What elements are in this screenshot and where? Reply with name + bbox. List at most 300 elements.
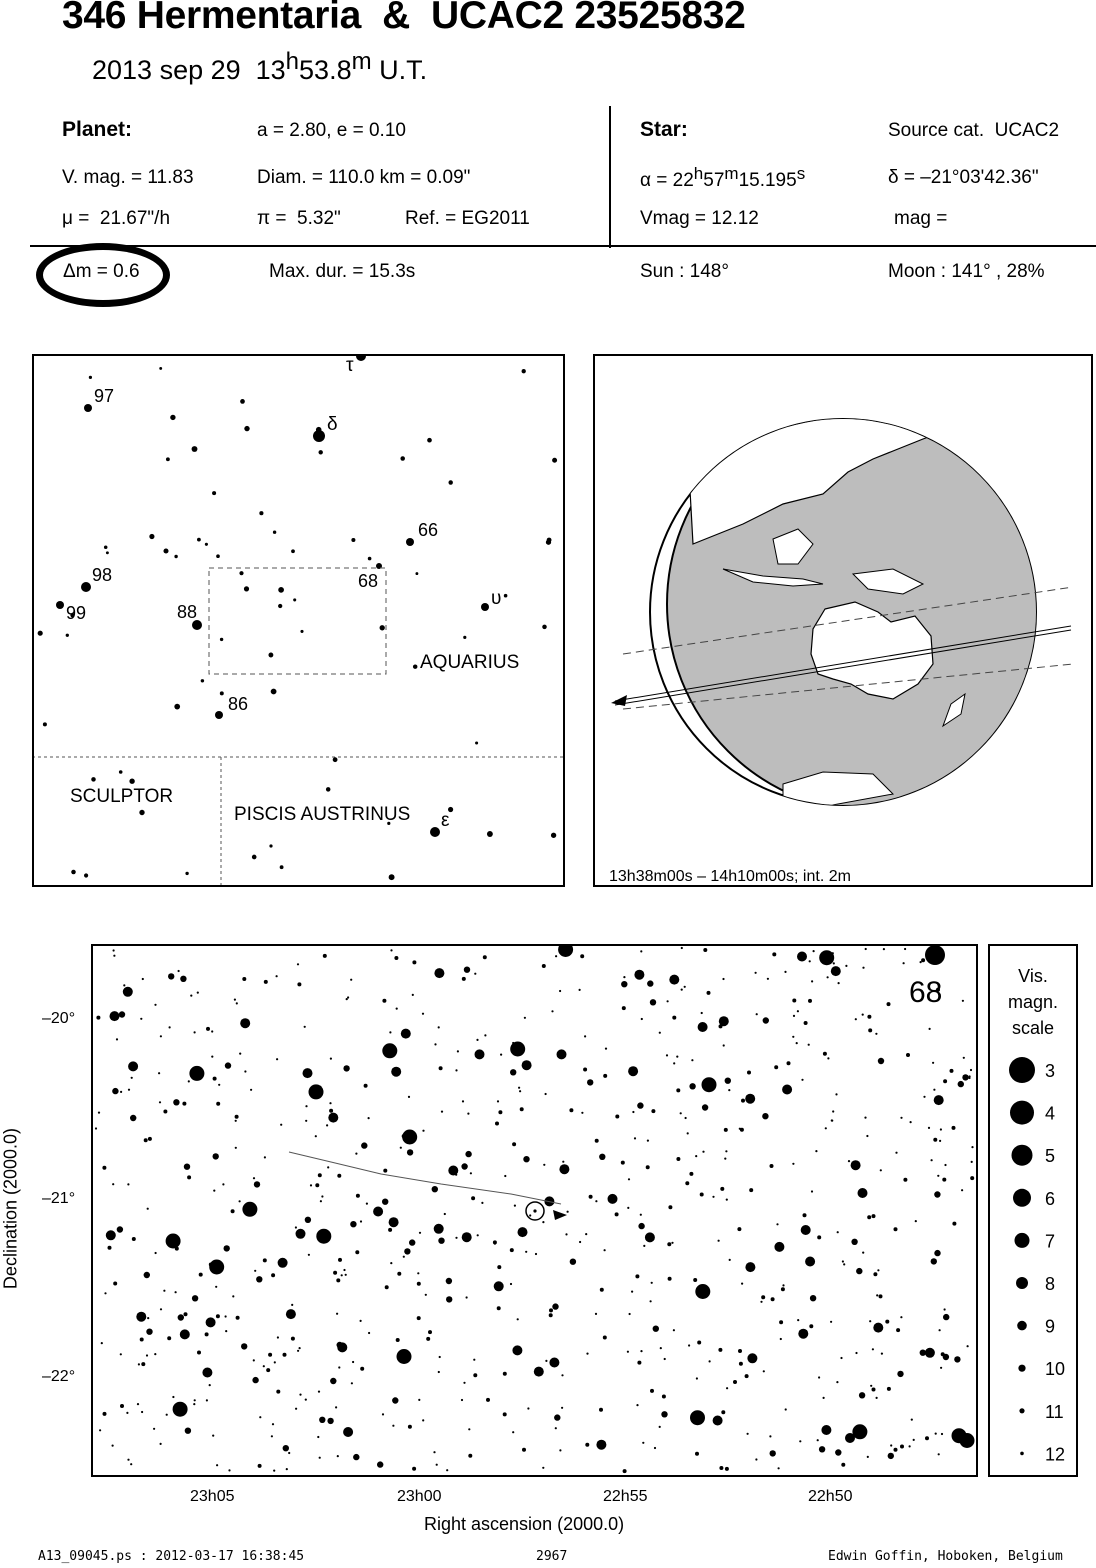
chart-star — [417, 1316, 421, 1320]
chart-star — [336, 1313, 338, 1315]
chart-star — [685, 1181, 689, 1185]
chart-star — [327, 1166, 329, 1168]
chart-star — [382, 999, 386, 1003]
chart-star — [603, 1336, 607, 1340]
chart-star — [803, 1213, 807, 1217]
background-star — [278, 587, 284, 593]
chart-star — [733, 1380, 737, 1384]
chart-star — [797, 1010, 799, 1012]
chart-star — [545, 1093, 547, 1095]
chart-star — [239, 1200, 241, 1202]
chart-star — [529, 1214, 531, 1216]
chart-star — [175, 1247, 179, 1251]
chart-star — [745, 1094, 755, 1104]
chart-star — [842, 1260, 844, 1262]
legend-label: 6 — [1045, 1188, 1056, 1209]
chart-star — [797, 952, 807, 962]
chart-star — [160, 1443, 162, 1445]
chart-star — [557, 1049, 567, 1059]
sun-elongation: Sun : 148° — [640, 261, 729, 282]
background-star — [291, 549, 295, 553]
chart-star — [712, 1196, 714, 1198]
x-tick-label: 23h05 — [190, 1488, 235, 1505]
chart-star — [144, 1272, 150, 1278]
chart-star — [782, 1284, 784, 1286]
chart-star — [337, 1342, 347, 1352]
background-star — [463, 636, 466, 639]
background-star — [139, 810, 144, 815]
chart-star — [166, 1414, 168, 1416]
background-star — [71, 870, 76, 875]
chart-star — [321, 1195, 323, 1197]
chart-star — [188, 1080, 190, 1082]
chart-star — [833, 962, 835, 964]
chart-star — [805, 1257, 815, 1267]
background-star — [220, 691, 224, 695]
background-star — [316, 427, 322, 433]
chart-star — [728, 1089, 730, 1091]
chart-star — [209, 1384, 211, 1386]
chart-star — [361, 1142, 367, 1148]
chart-star — [244, 1070, 246, 1072]
chart-star — [182, 1102, 186, 1106]
chart-star — [726, 1387, 728, 1389]
background-star — [220, 638, 223, 641]
chart-star — [446, 1296, 452, 1302]
background-star — [104, 545, 108, 549]
chart-star — [825, 1127, 827, 1129]
named-star — [56, 601, 64, 609]
chart-star — [147, 1208, 149, 1210]
chart-star — [169, 1026, 171, 1028]
chart-star — [345, 1274, 347, 1276]
legend-dot — [1018, 1365, 1025, 1372]
chart-star — [872, 1388, 876, 1392]
legend-title-3: scale — [1011, 1018, 1055, 1038]
chart-star — [106, 1230, 116, 1240]
footer-author: Edwin Goffin, Hoboken, Belgium — [828, 1549, 1063, 1564]
chart-star — [497, 1100, 499, 1102]
chart-star — [781, 1287, 785, 1291]
planet-reference: Ref. = EG2011 — [405, 208, 530, 229]
chart-star — [337, 1174, 341, 1178]
chart-star — [212, 1435, 214, 1437]
chart-star — [185, 1428, 191, 1434]
star-label: 98 — [92, 565, 113, 585]
chart-star — [438, 1371, 440, 1373]
chart-star — [831, 1119, 833, 1121]
chart-star — [787, 1061, 791, 1065]
star-heading: Star: — [640, 118, 688, 141]
chart-star — [408, 1425, 412, 1429]
chart-star — [589, 1195, 593, 1199]
chart-star — [909, 1445, 911, 1447]
chart-star — [268, 1353, 272, 1357]
chart-star — [954, 1356, 960, 1362]
chart-star — [343, 1065, 349, 1071]
chart-star — [225, 1315, 227, 1317]
chart-star — [793, 1015, 795, 1017]
chart-star — [382, 1413, 384, 1415]
chart-star — [213, 1077, 217, 1081]
chart-star — [580, 954, 584, 958]
chart-star — [599, 1408, 603, 1412]
background-star — [380, 625, 385, 630]
chart-star — [819, 950, 834, 965]
chart-star — [689, 1172, 693, 1176]
chart-star — [117, 1226, 123, 1232]
background-star — [174, 555, 177, 558]
chart-star — [932, 1062, 934, 1064]
chart-star — [720, 1187, 724, 1191]
chart-star — [481, 1202, 483, 1204]
chart-star — [782, 1085, 792, 1095]
chart-star — [187, 1175, 191, 1179]
chart-star — [389, 1031, 391, 1033]
chart-star — [666, 1054, 668, 1056]
chart-star — [645, 1232, 655, 1242]
chart-star — [741, 1283, 743, 1285]
chart-star — [903, 962, 905, 964]
chart-star — [900, 1117, 902, 1119]
chart-star — [512, 1431, 514, 1433]
chart-star — [673, 1329, 675, 1331]
chart-star — [543, 1164, 545, 1166]
chart-star — [869, 1320, 871, 1322]
chart-star — [144, 1138, 148, 1142]
chart-star — [676, 1088, 680, 1092]
chart-star — [637, 1361, 641, 1365]
chart-star — [441, 1111, 443, 1113]
chart-star — [703, 948, 707, 952]
chart-star — [394, 956, 398, 960]
chart-star — [224, 1245, 230, 1251]
chart-star — [296, 1229, 306, 1239]
x-axis-label: Right ascension (2000.0) — [424, 1514, 625, 1534]
chart-star — [831, 966, 841, 976]
chart-star — [266, 1368, 270, 1372]
chart-star — [809, 1324, 813, 1328]
x-tick-label: 22h50 — [808, 1488, 853, 1505]
chart-star — [723, 1044, 725, 1046]
chart-star — [549, 1313, 553, 1317]
chart-star — [438, 1026, 440, 1028]
chart-star — [439, 1356, 441, 1358]
detail-star-chart — [91, 944, 978, 1477]
chart-star — [763, 1370, 765, 1372]
legend-dot — [1009, 1057, 1035, 1083]
chart-star — [522, 1060, 532, 1070]
chart-star — [347, 996, 349, 998]
background-star — [415, 572, 418, 575]
chart-star — [581, 1112, 583, 1114]
chart-star — [818, 1376, 820, 1378]
chart-star — [640, 1350, 642, 1352]
chart-star — [315, 1183, 319, 1187]
chart-star — [583, 1068, 587, 1072]
background-star — [106, 551, 109, 554]
chart-star — [695, 1284, 710, 1299]
chart-star — [558, 944, 573, 957]
star-label: 66 — [418, 520, 439, 540]
chart-star — [767, 978, 769, 980]
chart-star — [305, 1217, 311, 1223]
chart-star — [762, 1113, 768, 1119]
chart-star — [274, 1361, 276, 1363]
y-tick-label: –20° — [42, 1010, 76, 1027]
chart-star — [368, 1117, 370, 1119]
chart-star — [741, 1099, 745, 1103]
footer-file: A13_09045.ps : 2012-03-17 16:38:45 — [38, 1549, 305, 1564]
chart-star — [461, 1399, 463, 1401]
chart-star — [969, 1075, 971, 1077]
chart-star — [101, 1342, 103, 1344]
chart-star — [120, 1353, 122, 1355]
chart-star — [561, 1374, 563, 1376]
chart-star — [465, 1151, 471, 1157]
chart-star — [772, 952, 776, 956]
chart-star — [455, 1237, 457, 1239]
chart-star — [426, 1337, 430, 1341]
background-star — [212, 491, 216, 495]
chart-star — [865, 948, 867, 950]
chart-star — [242, 1202, 257, 1217]
chart-star — [669, 975, 679, 985]
chart-star — [845, 965, 847, 967]
chart-star — [664, 1358, 666, 1360]
chart-star — [250, 1089, 252, 1091]
chart-star — [745, 1262, 755, 1272]
chart-star — [722, 978, 724, 980]
chart-star — [745, 1374, 749, 1378]
chart-star — [650, 1389, 654, 1393]
legend-label: 10 — [1045, 1359, 1066, 1380]
chart-star — [559, 990, 561, 992]
background-star — [66, 634, 69, 637]
chart-star — [671, 1242, 673, 1244]
chart-star — [864, 1117, 866, 1119]
background-star — [278, 604, 282, 608]
chart-star — [935, 1433, 937, 1435]
chart-star — [887, 1387, 891, 1391]
chart-star — [810, 1295, 816, 1301]
chart-star — [241, 1343, 247, 1349]
chart-star — [309, 1084, 324, 1099]
chart-star — [559, 1449, 561, 1451]
chart-star — [500, 1054, 502, 1056]
chart-star — [391, 1067, 401, 1077]
chart-star — [970, 1069, 972, 1071]
chart-star — [885, 1320, 889, 1324]
chart-star — [253, 1359, 255, 1361]
chart-star — [273, 1470, 275, 1472]
chart-star — [390, 1262, 392, 1264]
chart-star — [867, 1015, 871, 1019]
chart-star — [747, 1071, 751, 1075]
chart-star — [167, 1336, 171, 1340]
chart-star — [308, 1254, 310, 1256]
chart-star — [724, 1128, 728, 1132]
chart-star — [707, 991, 711, 995]
y-tick-label: –21° — [42, 1190, 76, 1207]
chart-star — [667, 1242, 671, 1246]
chart-star — [562, 1161, 564, 1163]
chart-star — [600, 1288, 604, 1292]
chart-star — [808, 999, 812, 1003]
background-star — [197, 538, 201, 542]
chart-star — [642, 1224, 644, 1226]
chart-star — [510, 1042, 525, 1057]
chart-star — [878, 1058, 884, 1064]
star-label: τ — [346, 355, 354, 376]
chart-star — [520, 1107, 524, 1111]
background-star — [240, 399, 245, 404]
chart-star — [184, 1312, 188, 1316]
chart-star — [137, 1403, 139, 1405]
legend-label: 4 — [1045, 1103, 1056, 1124]
chart-star — [952, 1126, 956, 1130]
chart-star — [240, 1018, 250, 1028]
chart-star — [457, 1050, 459, 1052]
chart-star — [131, 1077, 133, 1079]
chart-star — [608, 1194, 618, 1204]
chart-star — [792, 1036, 794, 1038]
chart-star — [352, 1361, 354, 1363]
constellation-label-sculptor: SCULPTOR — [70, 786, 174, 807]
chart-star — [934, 1250, 940, 1256]
chart-star — [778, 1467, 780, 1469]
chart-star — [709, 1360, 711, 1362]
background-star — [351, 538, 355, 542]
legend-dot — [1016, 1277, 1028, 1289]
chart-star — [291, 1337, 295, 1341]
chart-star — [693, 1278, 697, 1282]
chart-star — [228, 1469, 230, 1471]
chart-star — [225, 1062, 231, 1068]
chart-star — [843, 1263, 845, 1265]
chart-star — [569, 1108, 573, 1112]
chart-star — [827, 976, 829, 978]
chart-star — [545, 1360, 547, 1362]
planet-parallax: π = 5.32" — [257, 208, 341, 229]
chart-star — [252, 1377, 258, 1383]
chart-star — [913, 1439, 915, 1441]
chart-star — [749, 1188, 753, 1192]
chart-star — [236, 1002, 238, 1004]
background-star — [43, 722, 47, 726]
chart-star — [702, 1104, 708, 1110]
chart-star — [407, 1149, 413, 1155]
background-star — [413, 664, 417, 668]
chart-star — [688, 1344, 690, 1346]
chart-star — [740, 1128, 744, 1132]
chart-star — [880, 1169, 882, 1171]
chart-star — [858, 1188, 868, 1198]
chart-star — [128, 1089, 130, 1091]
legend-label: 9 — [1045, 1316, 1056, 1337]
chart-star — [725, 1467, 729, 1471]
star-label: 88 — [177, 602, 198, 622]
chart-star — [643, 1245, 645, 1247]
chart-star — [235, 1115, 239, 1119]
chart-star — [667, 1000, 669, 1002]
chart-star — [695, 1155, 697, 1157]
chart-star — [952, 1222, 956, 1226]
chart-star — [921, 958, 925, 962]
target-star — [533, 1209, 536, 1212]
chart-star — [336, 1278, 340, 1282]
chart-star — [697, 1341, 701, 1345]
chart-star — [254, 1181, 260, 1187]
chart-star — [937, 1175, 939, 1177]
background-star — [271, 689, 277, 695]
chart-star — [503, 1412, 507, 1416]
legend-label: 5 — [1045, 1146, 1056, 1167]
chart-star — [680, 1112, 682, 1114]
chart-star — [434, 968, 444, 978]
chart-star — [542, 1221, 544, 1223]
chart-star — [875, 1033, 877, 1035]
chart-star — [859, 1392, 865, 1398]
chart-star — [634, 1137, 636, 1139]
background-star — [89, 376, 92, 379]
chart-star — [870, 1385, 872, 1387]
chart-star — [876, 1294, 878, 1296]
background-star — [280, 865, 284, 869]
chart-star — [141, 1362, 145, 1366]
chart-star — [535, 1253, 537, 1255]
x-tick-label: 22h55 — [603, 1488, 648, 1505]
chart-star — [206, 1027, 210, 1031]
chart-star — [355, 1153, 357, 1155]
background-star — [273, 530, 276, 533]
chart-star — [579, 989, 581, 991]
chart-star — [570, 1259, 576, 1265]
chart-star — [651, 1109, 655, 1113]
moon-info: Moon : 141° , 28% — [888, 261, 1045, 282]
chart-star — [264, 980, 268, 984]
chart-star — [433, 1451, 435, 1453]
chart-star — [153, 1428, 155, 1430]
chart-star — [438, 1238, 444, 1244]
legend-label: 7 — [1045, 1231, 1056, 1252]
chart-star — [904, 948, 906, 950]
chart-star — [817, 1235, 821, 1239]
chart-star — [862, 967, 864, 969]
chart-star — [173, 1099, 179, 1105]
chart-star — [854, 1163, 856, 1165]
named-star — [430, 827, 440, 837]
chart-star — [763, 1017, 769, 1023]
chart-star — [113, 955, 115, 957]
chart-star — [403, 1256, 405, 1258]
chart-star — [811, 1190, 813, 1192]
chart-star — [819, 1446, 825, 1452]
chart-star — [801, 1079, 803, 1081]
background-star — [547, 538, 552, 543]
background-star — [504, 594, 508, 598]
background-star — [293, 598, 296, 601]
chart-star — [650, 1300, 652, 1302]
chart-star — [654, 1447, 656, 1449]
chart-star — [113, 1282, 117, 1286]
chart-star — [112, 1088, 118, 1094]
chart-star — [776, 1223, 778, 1225]
chart-star — [474, 973, 476, 975]
chart-star — [392, 1397, 398, 1403]
chart-star — [631, 1291, 633, 1293]
background-star — [166, 457, 170, 461]
